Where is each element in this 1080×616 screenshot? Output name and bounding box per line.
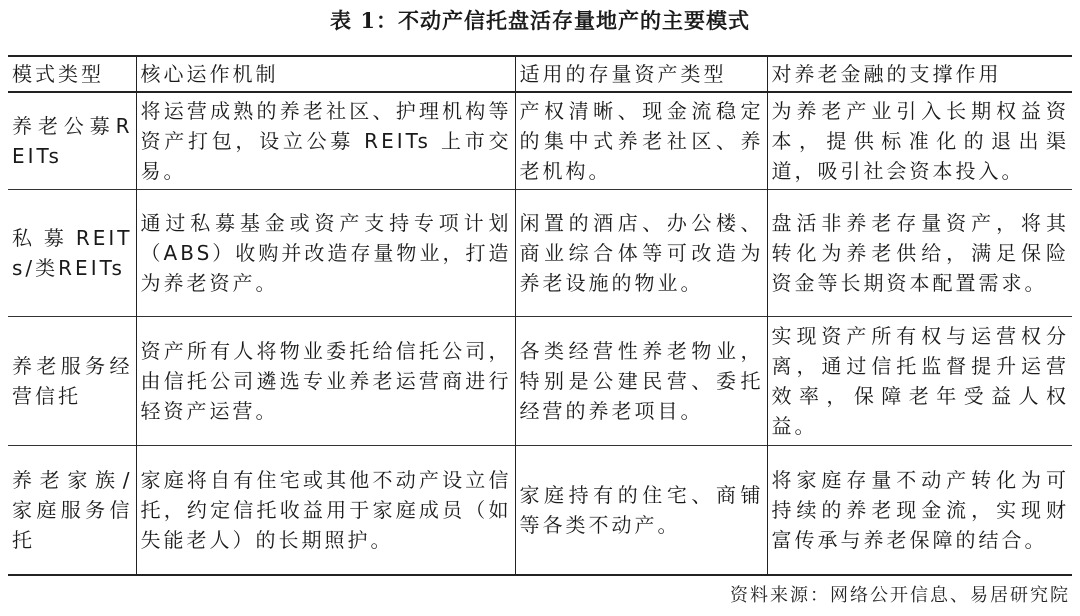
- table-row: [8, 446, 1072, 576]
- cell-mode: 养老家族/家庭服务信托: [8, 446, 136, 576]
- cell-assets: 各类经营性养老物业，特别是公建民营、委托经营的养老项目。: [515, 317, 767, 446]
- table-row: [8, 317, 1072, 446]
- cell-support: 为养老产业引入长期权益资本，提供标准化的退出渠道，吸引社会资本投入。: [767, 92, 1072, 190]
- modes-table: [8, 55, 1072, 576]
- table-row: [8, 92, 1072, 190]
- column-header-mode: 模式类型: [8, 56, 136, 92]
- cell-assets: 家庭持有的住宅、商铺等各类不动产。: [515, 446, 767, 576]
- source-note: 资料来源：网络公开信息、易居研究院: [730, 585, 1070, 606]
- cell-support: 盘活非养老存量资产，将其转化为养老供给，满足保险资金等长期资本配置需求。: [767, 190, 1072, 317]
- header-row: [8, 56, 1072, 92]
- cell-support: 将家庭存量不动产转化为可持续的养老现金流，实现财富传承与养老保障的结合。: [767, 446, 1072, 576]
- cell-mode: 私募REITs/类REITs: [8, 190, 136, 317]
- cell-mode: 养老公募REITs: [8, 92, 136, 190]
- column-header-mechanism: 核心运作机制: [136, 56, 515, 92]
- cell-mechanism: 家庭将自有住宅或其他不动产设立信托，约定信托收益用于家庭成员（如失能老人）的长期照护。: [136, 446, 515, 576]
- column-header-assets: 适用的存量资产类型: [515, 56, 767, 92]
- column-header-support: 对养老金融的支撑作用: [767, 56, 1072, 92]
- cell-support: 实现资产所有权与运营权分离，通过信托监督提升运营效率，保障老年受益人权益。: [767, 317, 1072, 446]
- cell-assets: 产权清晰、现金流稳定的集中式养老社区、养老机构。: [515, 92, 767, 190]
- table-title: 表 1：不动产信托盘活存量地产的主要模式: [330, 8, 750, 33]
- cell-assets: 闲置的酒店、办公楼、商业综合体等可改造为养老设施的物业。: [515, 190, 767, 317]
- cell-mechanism: 通过私募基金或资产支持专项计划（ABS）收购并改造存量物业，打造为养老资产。: [136, 190, 515, 317]
- table-row: [8, 190, 1072, 317]
- cell-mechanism: 将运营成熟的养老社区、护理机构等资产打包，设立公募 REITs 上市交易。: [136, 92, 515, 190]
- cell-mode: 养老服务经营信托: [8, 317, 136, 446]
- cell-mechanism: 资产所有人将物业委托给信托公司，由信托公司遴选专业养老运营商进行轻资产运营。: [136, 317, 515, 446]
